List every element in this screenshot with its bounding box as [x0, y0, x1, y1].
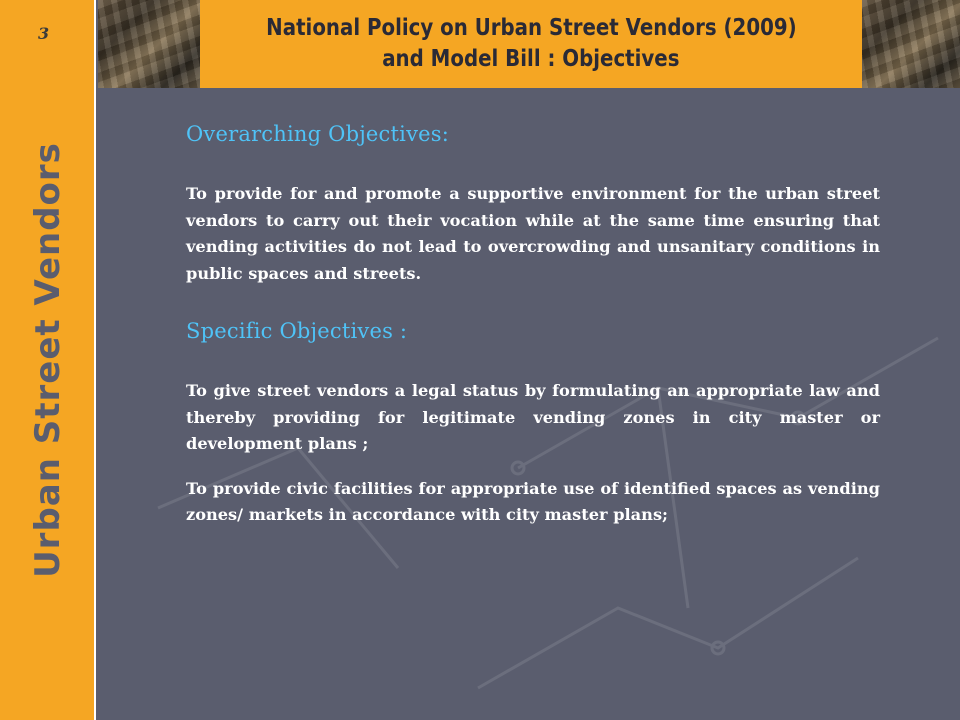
- slide-content: [186, 118, 880, 529]
- header-title-line-1: National Policy on Urban Street Vendors (2009): [265, 15, 797, 41]
- header-photo-right: [862, 0, 960, 88]
- paragraph-specific-civic-facilities: To provide civic facilities for appropriate use of identified spaces as vending zones/ markets in accordance with city master plans;: [186, 478, 880, 524]
- header-photo-left: [98, 0, 200, 88]
- paragraph-specific-legal-status: To give street vendors a legal status by formulating an appropriate law and thereby providing for legitimate vending zones in city master or development plans ;: [186, 381, 880, 453]
- header-title-line-2: and Model Bill : Objectives: [382, 46, 680, 72]
- slide-number: 3: [38, 24, 50, 43]
- vertical-side-title: Urban Street Vendors: [28, 142, 68, 578]
- section-heading-specific: Specific Objectives :: [186, 319, 408, 343]
- section-heading-overarching: Overarching Objectives:: [186, 122, 450, 146]
- paragraph-overarching: To provide for and promote a supportive environment for the urban street vendors to carry out their vocation while at the same time ensuring that vending activities do not lead to overcrowding and unsanitary conditions in public spaces and streets.: [186, 184, 880, 283]
- left-sidebar-band: [0, 0, 96, 720]
- header-title-box: [200, 0, 862, 88]
